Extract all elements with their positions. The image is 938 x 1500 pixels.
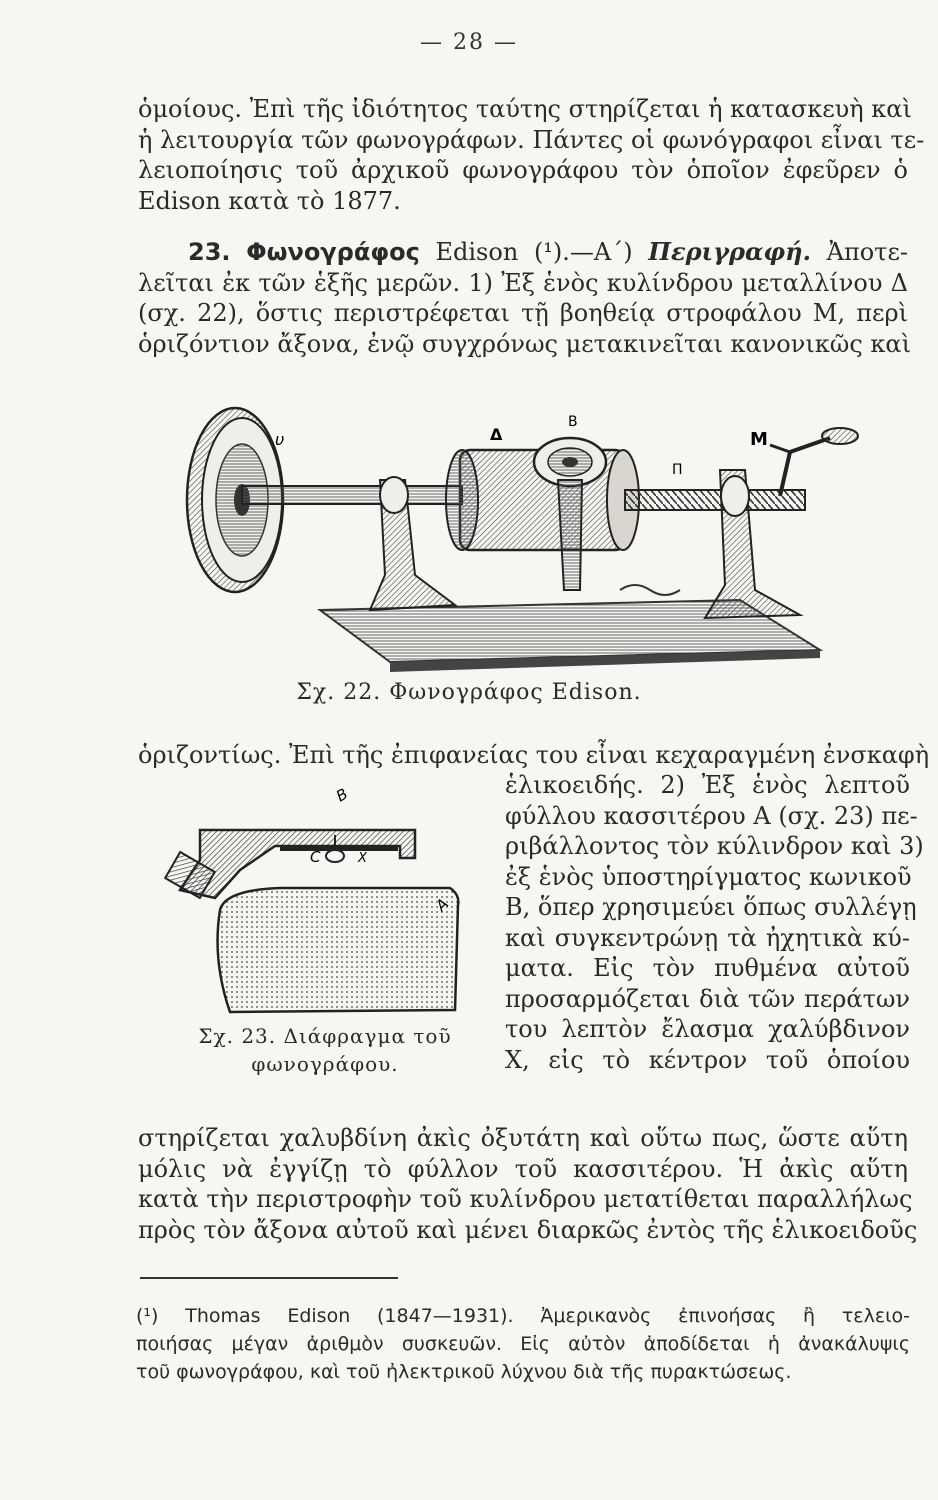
- text-line: φύλλου κασσιτέρου Α (σχ. 23) πε-: [505, 801, 918, 830]
- figure-22-phonograph-illustration: [180, 400, 870, 675]
- text-line: του λεπτὸν ἔλασμα χαλύβδινον: [505, 1015, 910, 1043]
- figure22-label-b: Β: [568, 414, 578, 430]
- section-subtitle: Περιγραφή.: [648, 237, 811, 266]
- figure23-label-x: Χ: [358, 851, 367, 866]
- text-line: πρὸς τὸν ἄξονα αὐτοῦ καὶ μένει διαρκῶς ἐντὸς τῆς ἑλικοειδοῦς: [138, 1215, 918, 1244]
- footnote-line: ποιήσας μέγαν ἀριθμὸν συσκευῶν. Εἰς αὐτὸν ἀποδίδεται ἡ ἀνακάλυψις: [136, 1333, 910, 1355]
- figure22-label-a: Δ: [490, 425, 503, 444]
- figure-23-caption-line1: Σχ. 23. Διάφραγμα τοῦ: [198, 1024, 452, 1048]
- text-line: Edison κατὰ τὸ 1877.: [138, 186, 401, 215]
- text-line: Χ, εἰς τὸ κέντρον τοῦ ὁποίου: [505, 1045, 910, 1074]
- figure23-label-a: Α: [432, 894, 453, 915]
- footnote-line: τοῦ φωνογράφου, καὶ τοῦ ἠλεκτρικοῦ λύχνου διὰ τῆς πυρακτώσεως.: [136, 1361, 792, 1383]
- figure-23-diaphragm-illustration: [160, 780, 490, 1020]
- footnote-divider: [140, 1277, 398, 1279]
- text-line: (σχ. 22), ὅστις περιστρέφεται τῇ βοηθείᾳ στροφάλου Μ, περὶ: [138, 299, 908, 327]
- figure23-label-b: Β: [333, 784, 351, 806]
- figure-22-caption: Σχ. 22. Φωνογράφος Edison.: [296, 680, 642, 705]
- text-line: ἡ λειτουργία τῶν φωνογράφων. Πάντες οἱ φωνόγραφοι εἶναι τε-: [138, 125, 925, 154]
- text-line: ὁριζόντιον ἄξονα, ἐνῷ συγχρόνως μετακινεῖται κανονικῶς καὶ: [138, 329, 912, 358]
- section-23: [138, 237, 912, 359]
- page-number: — 28 —: [420, 30, 518, 55]
- text-line: στηρίζεται χαλυβδίνη ἀκὶς ὀξυτάτη καὶ οὕτω πως, ὥστε αὕτη: [138, 1124, 908, 1152]
- text-line: ἑλικοειδής. 2) Ἐξ ἑνὸς λεπτοῦ: [505, 771, 910, 799]
- text-line: ἐξ ἑνὸς ὑποστηρίγματος κωνικοῦ: [505, 862, 912, 891]
- text-line: λειοποίησις τοῦ ἀρχικοῦ φωνογράφου τὸν ὁποῖον ἐφεῦρεν ὁ: [138, 156, 908, 184]
- footnote: [136, 1302, 910, 1386]
- text-line: κατὰ τὴν περιστροφὴν τοῦ κυλίνδρου μετατίθεται παραλλήλως: [138, 1185, 913, 1213]
- text-line: καὶ συγκεντρώνῃ τὰ ἠχητικὰ κύ-: [505, 923, 910, 952]
- paragraph-continue: [138, 740, 930, 771]
- paragraph-needle: [138, 1123, 918, 1245]
- text-line: ματα. Εἰς τὸν πυθμένα αὐτοῦ: [505, 954, 910, 982]
- figure-23-caption-line2: φωνογράφου.: [251, 1052, 399, 1076]
- text-line: λεῖται ἐκ τῶν ἑξῆς μερῶν. 1) Ἐξ ἑνὸς κυλίνδρου μεταλλίνου Δ: [138, 268, 908, 297]
- text-line: Β, ὅπερ χρησιμεύει ὅπως συλλέγῃ: [505, 893, 917, 921]
- figure22-label-v: υ: [275, 430, 285, 449]
- section-first-line-end: Ἀποτε-: [810, 238, 908, 266]
- text-line: ριβάλλοντος τὸν κύλινδρον καὶ 3): [505, 832, 924, 860]
- text-line: ὁριζοντίως. Ἐπὶ τῆς ἐπιφανείας του εἶναι κεχαραγμένη ἐνσκαφὴ: [138, 741, 930, 769]
- figure22-label-p: Π: [672, 462, 683, 478]
- figure23-label-c: C: [310, 848, 321, 866]
- figure-23-caption: [160, 1022, 490, 1078]
- section-heading-line: [138, 237, 908, 268]
- text-line: προσαρμόζεται διὰ τῶν περάτων: [505, 984, 910, 1013]
- section-number: 23.: [188, 238, 231, 266]
- text-line: ὁμοίους. Ἐπὶ τῆς ἰδιότητος ταύτης στηρίζεται ἡ κατασκευὴ καὶ: [138, 95, 912, 123]
- section-title-rest: Edison (¹).—Α΄): [419, 238, 649, 266]
- wrapped-paragraph: [505, 770, 924, 1075]
- section-title: Φωνογράφος: [246, 238, 420, 266]
- footnote-line: (¹) Thomas Edison (1847—1931). Ἀμερικανὸς ἐπινοήσας ἢ τελειο-: [136, 1305, 910, 1327]
- paragraph-intro: [138, 94, 925, 216]
- figure22-label-m: Μ: [750, 429, 768, 450]
- text-line: μόλις νὰ ἐγγίζῃ τὸ φύλλον τοῦ κασσιτέρου. Ἡ ἀκὶς αὕτη: [138, 1154, 908, 1183]
